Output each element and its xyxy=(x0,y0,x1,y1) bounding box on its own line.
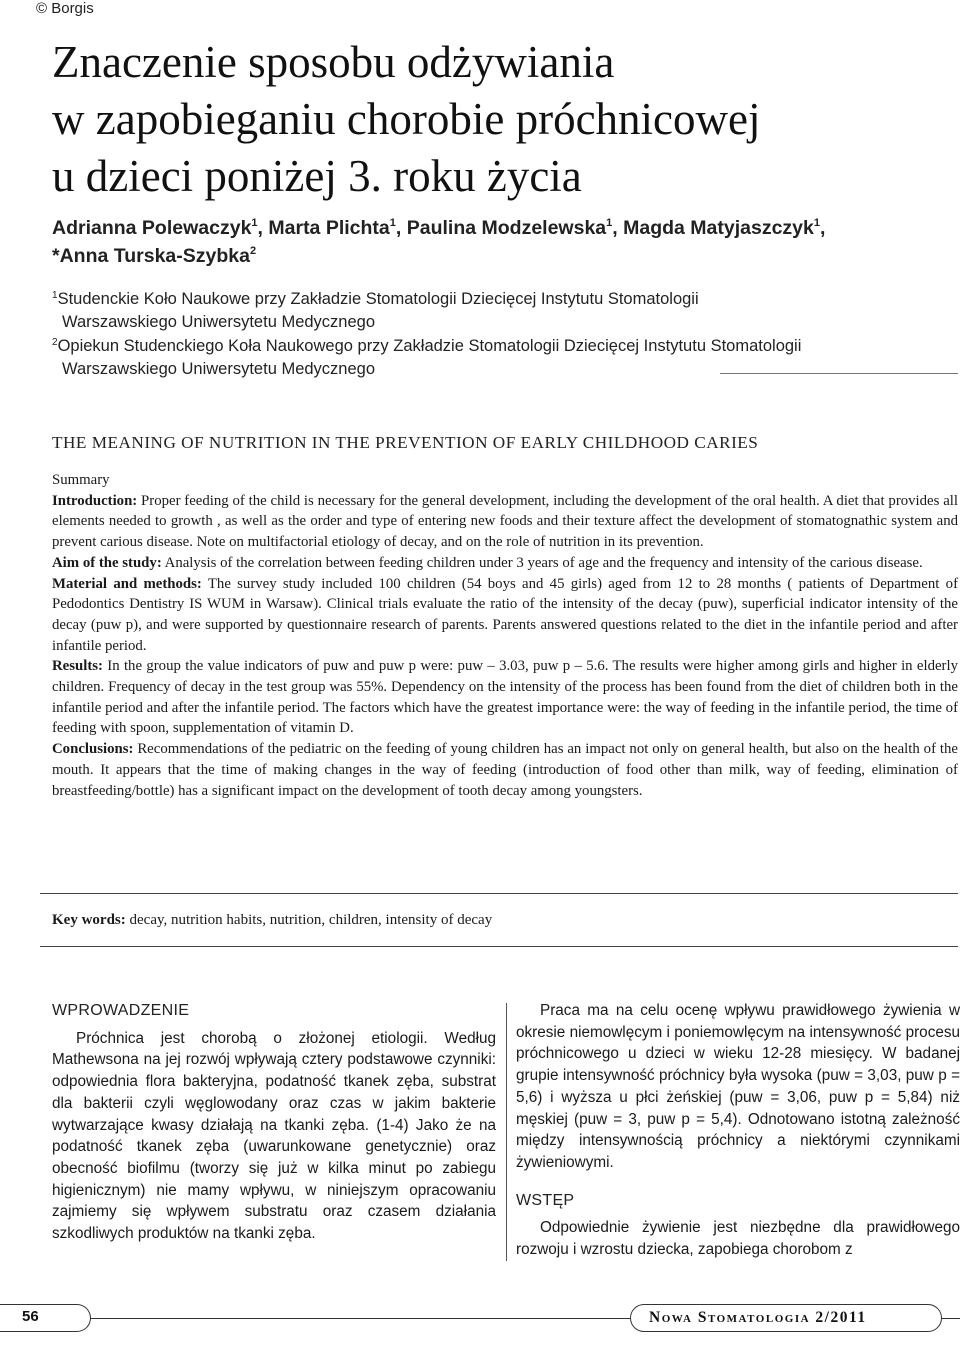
affiliation-sup: 2 xyxy=(52,336,58,348)
author-affil-sup: 1 xyxy=(251,217,258,229)
author-name: Paulina Modzelewska xyxy=(406,217,607,239)
affiliation-1-cont: Warszawskiego Uniwersytetu Medycznego xyxy=(62,313,376,332)
author-affil-sup: 1 xyxy=(389,217,396,229)
section-heading-wstep: WSTĘP xyxy=(516,1191,575,1209)
author-affil-sup: 1 xyxy=(606,217,613,229)
affiliation-2-cont: Warszawskiego Uniwersytetu Medycznego xyxy=(62,359,376,378)
keywords xyxy=(52,912,492,929)
author-line xyxy=(52,214,957,242)
author-sep: , xyxy=(395,217,407,239)
affiliation-sup: 1 xyxy=(52,290,58,301)
section-text: In the group the value indicators of puw and puw p were: puw – 3.03, puw p – 5.6. The results were higher among girls and higher in elderly children. Frequency of decay in the test group was 55%. Dependency on the intensity of the process has been found from the diet of children both in the infantile period and after the infantile period. The factors which have the greatest importance were: the way of feeding in the infantile period, the time of feeding with spoon, supplementation of vitamin D. xyxy=(52,658,958,737)
author-line xyxy=(52,242,957,270)
author-sep: , xyxy=(612,217,624,239)
body-column-right xyxy=(516,1000,960,1261)
affiliation-1 xyxy=(52,288,957,311)
author-affil-sup: 2 xyxy=(249,245,257,257)
author-sep: , xyxy=(257,217,269,239)
summary-section-aim xyxy=(52,553,958,574)
body-paragraph: Praca ma na celu ocenę wpływu prawidłowego żywienia w okresie niemowlęcym i poniemowlęcym na intensywność procesu próchnicowego u dzieci w wieku 12-28 miesięcy. W badanej grupie intensywność próchnicy była wysoka (puw = 3,03, puw p = 5,6) i wyższa u płci żeńskiej (puw = 3,06, puw p = 5,84) niż męskiej (puw = 3, puw p = 5,4). Odnotowano istotną zależność między intensywnością próchnicy a niektórymi czynnikami żywieniowymi. xyxy=(516,1002,960,1171)
author-name: Marta Plichta xyxy=(268,217,390,239)
journal-name: Nowa Stomatologia 2/2011 xyxy=(649,1309,867,1326)
title-line: u dzieci poniżej 3. roku życia xyxy=(52,151,582,201)
section-label: Conclusions: xyxy=(52,741,134,758)
affiliations xyxy=(52,288,957,381)
affiliation-text: Opiekun Studenckiego Koła Naukowego przy Zakładzie Stomatologii Dziecięcej Instytutu Stomatologii xyxy=(57,336,802,355)
body-paragraph: Próchnica jest chorobą o złożonej etiologii. Według Mathewsona na jej rozwój wpływają cztery podstawowe czynniki: odpowiednia flora bakteryjna, podatność tkanek zęba, substrat dla bakterii czyli węglowodany oraz czas w jakim bakterie wytwarzające kwasy działają na tkanki zęba. (1-4) Jako że na podatność tkanek zęba (uwarunkowane genetycznie) oraz obecność biofilmu (tworzy się już w kilka minut po zabiegu higienicznym) nie mamy wpływu, w niniejszym opracowaniu zajmiemy się wpływem substratu oraz czasem działania szkodliwych produktów na tkanki zęba. xyxy=(52,1029,496,1243)
section-text: The survey study included 100 children (54 boys and 45 girls) aged from 12 to 28 months ( patients of Department of Pedodontics Dentistry IS WUM in Warsaw). Clinical trials evaluate the ratio of the intensity of the decay (puw), superficial indicator intensity of the decay (puw p), and were supported by questionnaire research of parents. Parents answered questions related to the diet in the infantile period and after infantile period. xyxy=(52,575,959,654)
publisher-credit: © Borgis xyxy=(36,0,94,17)
author-sep: , xyxy=(819,217,826,239)
section-text: Analysis of the correlation between feeding children under 3 years of age and the frequency and intensity of the carious disease. xyxy=(161,554,923,571)
page-number: 56 xyxy=(22,1308,39,1325)
body-column-left xyxy=(52,1000,496,1245)
english-summary xyxy=(52,470,958,801)
section-heading-introduction: WPROWADZENIE xyxy=(52,1002,190,1019)
affiliation-text: Studenckie Koło Naukowe przy Zakładzie Stomatologii Dziecięcej Instytutu Stomatologii xyxy=(57,290,699,308)
summary-section-methods xyxy=(52,574,958,657)
keywords-text: decay, nutrition habits, nutrition, children, intensity of decay xyxy=(125,912,493,928)
section-text: Proper feeding of the child is necessary for the general development, including the development of the oral health. A diet that provides all elements needed to growth , as well as the order and type of entering new foods and their texture affect the development of stomatognathic system and prevent carious disease. Note on multifactorial etiology of decay, and on the role of nutrition in its prevention. xyxy=(52,492,958,551)
section-label: Results: xyxy=(52,658,103,675)
summary-section-conclusions xyxy=(52,739,958,801)
keywords-label: Key words: xyxy=(52,912,126,928)
section-label: Material and methods: xyxy=(52,575,202,592)
section-text: Recommendations of the pediatric on the feeding of young children has an impact not only on general health, but also on the health of the mouth. It appears that the time of making changes in the way of feeding (introduction of food other than milk, way of feeding, elimination of breastfeeding/bottle) has a significant impact on the development of tooth decay among youngsters. xyxy=(52,741,958,799)
page-number-box xyxy=(0,1304,91,1332)
summary-label: Summary xyxy=(52,472,110,488)
title-line: w zapobieganiu chorobie próchnicowej xyxy=(52,94,761,144)
author-name: Adrianna Polewaczyk xyxy=(52,217,252,239)
corresponding-author-name: *Anna Turska-Szybka xyxy=(52,245,250,267)
author-name: Magda Matyjaszczyk xyxy=(623,217,814,239)
title-line: Znaczenie sposobu odżywiania xyxy=(52,37,615,87)
article-title xyxy=(52,34,761,205)
author-affil-sup: 1 xyxy=(813,217,820,229)
english-title: THE MEANING OF NUTRITION IN THE PREVENTION OF EARLY CHILDHOOD CARIES xyxy=(52,433,759,452)
summary-section-introduction xyxy=(52,491,958,553)
keywords-box xyxy=(40,893,958,947)
column-divider xyxy=(506,1003,507,1261)
header-divider xyxy=(720,373,958,374)
author-list xyxy=(52,214,957,270)
summary-section-results xyxy=(52,656,958,739)
body-paragraph: Odpowiednie żywienie jest niezbędne dla prawidłowego rozwoju i wzrostu dziecka, zapobiega chorobom z xyxy=(516,1219,960,1259)
affiliation-2 xyxy=(52,335,957,358)
journal-name-box xyxy=(630,1304,942,1332)
section-label: Introduction: xyxy=(52,492,138,509)
section-label: Aim of the study: xyxy=(52,554,162,571)
